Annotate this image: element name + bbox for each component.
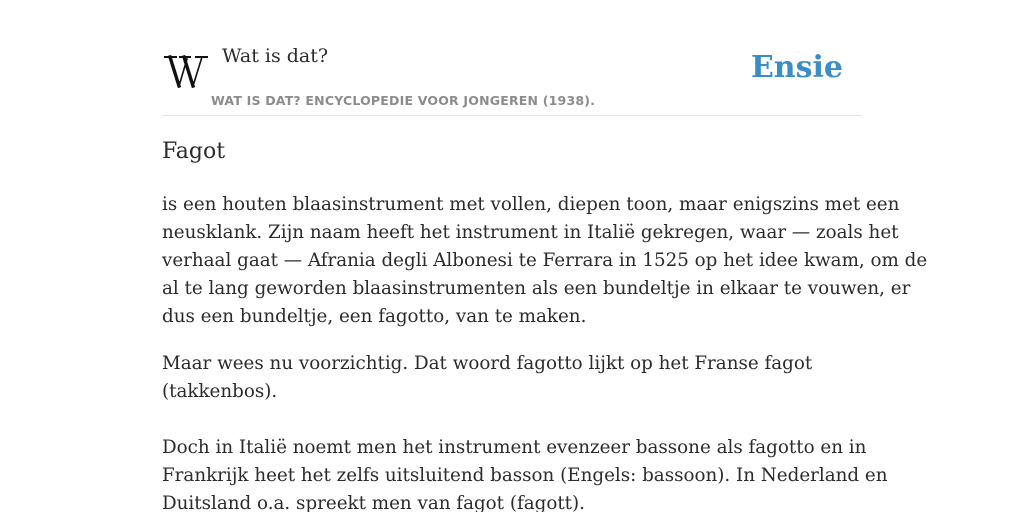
paragraph-break xyxy=(162,406,864,434)
entry-paragraph-1 xyxy=(162,191,928,331)
entry-content xyxy=(162,191,928,512)
paragraph-line: dus een bundeltje, een fagotto, van te maken. xyxy=(162,306,587,327)
paragraph-line: verhaal gaat — Afrania degli Albonesi te Ferrara in 1525 op het idee kwam, om de xyxy=(162,250,928,271)
paragraph-line: Maar wees nu voorzichtig. Dat woord fagotto lijkt op het Franse fagot xyxy=(162,353,813,374)
source-subtitle: WAT IS DAT? ENCYCLOPEDIE VOOR JONGEREN (1938). xyxy=(211,93,596,108)
wikipedia-w-icon-graphic xyxy=(163,51,209,91)
paragraph-line: Frankrijk heet het zelfs uitsluitend basson (Engels: bassoon). In Nederland en xyxy=(162,465,888,486)
wikipedia-w-icon[interactable] xyxy=(163,51,209,91)
paragraph-line: (takkenbos). xyxy=(162,381,278,402)
paragraph-line: is een houten blaasinstrument met vollen, diepen toon, maar enigszins met een xyxy=(162,194,900,215)
entry-paragraph-2 xyxy=(162,350,888,512)
site-title-link[interactable]: Wat is dat? xyxy=(222,45,329,67)
ensie-brand-link[interactable]: Ensie xyxy=(750,50,843,85)
paragraph-line: neusklank. Zijn naam heeft het instrument in Italië gekregen, waar — zoals het xyxy=(162,222,899,243)
paragraph-line: Doch in Italië noemt men het instrument evenzeer bassone als fagotto en in xyxy=(162,437,867,458)
header-divider xyxy=(162,115,862,116)
paragraph-line: al te lang geworden blaasinstrumenten als een bundeltje in elkaar te vouwen, er xyxy=(162,278,911,299)
entry-title: Fagot xyxy=(162,139,226,164)
paragraph-line: Duitsland o.a. spreekt men van fagot (fagott). xyxy=(162,493,585,512)
